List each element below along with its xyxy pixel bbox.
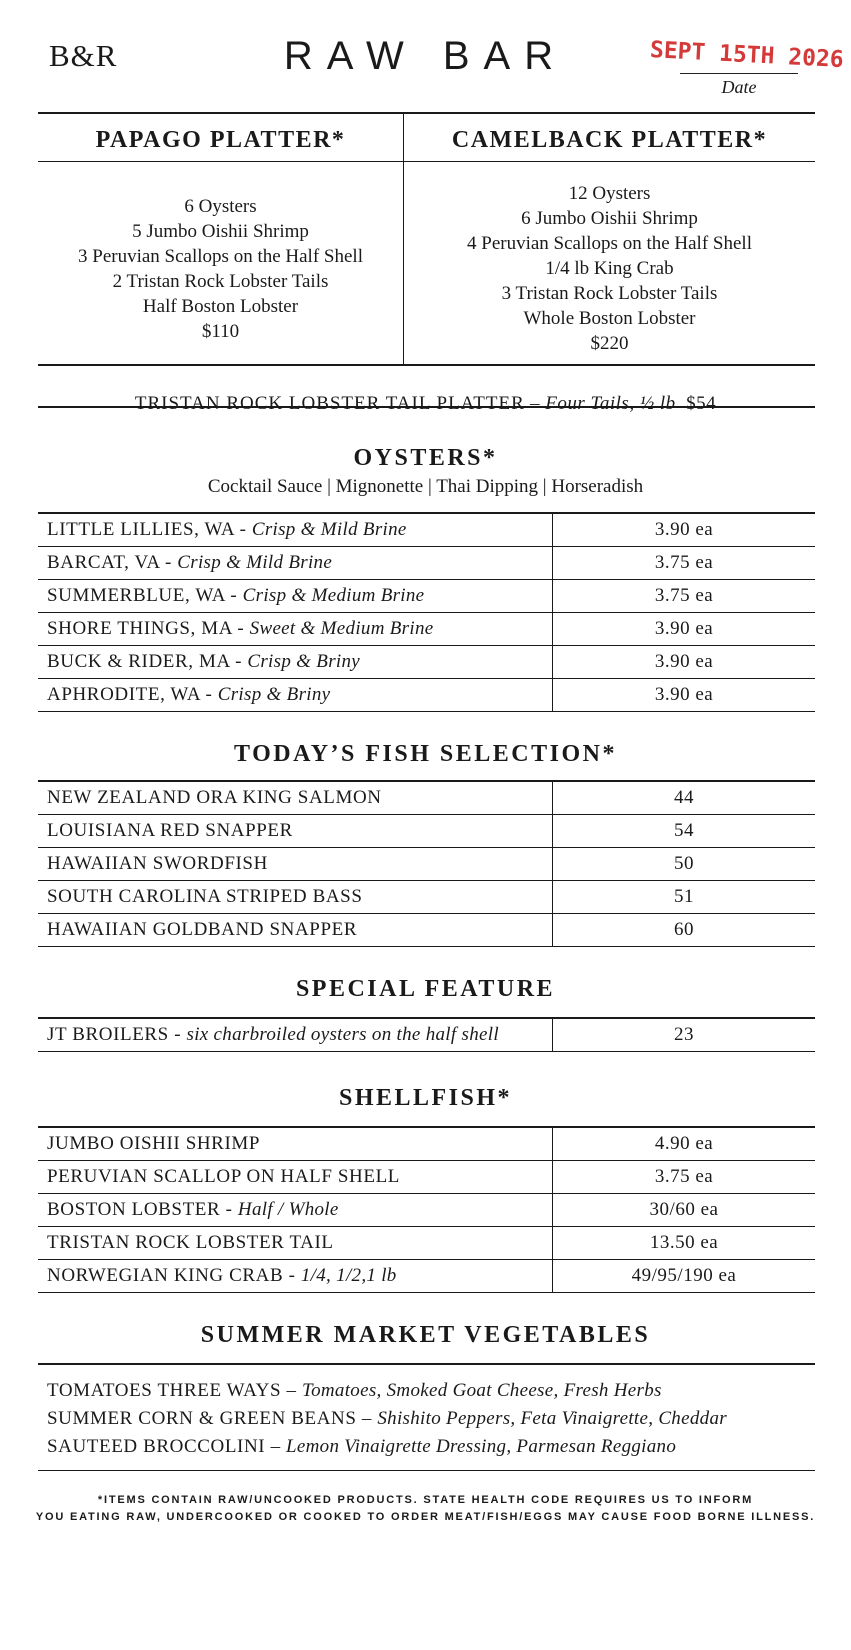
tristan-platter-desc: Four Tails, ½ lb	[545, 393, 676, 414]
fish-table	[38, 780, 815, 947]
date-underline	[680, 73, 798, 74]
date-stamp: SEPT 15TH 2026	[649, 37, 845, 74]
platter-item: Whole Boston Lobster	[523, 308, 696, 329]
item-desc: Tomatoes, Smoked Goat Cheese, Fresh Herbs	[301, 1380, 662, 1401]
platter-bottom-rule	[38, 364, 815, 366]
item-cell	[38, 646, 553, 679]
health-disclaimer	[0, 1492, 851, 1526]
vegetables-bottom-rule	[38, 1470, 815, 1471]
item-price: 3.90 ea	[553, 646, 816, 679]
item-price: 13.50 ea	[553, 1227, 816, 1260]
item-desc: Crisp & Mild Brine	[177, 552, 333, 573]
item-name: PERUVIAN SCALLOP ON HALF SHELL	[38, 1161, 553, 1194]
disclaimer-line-2: YOU EATING RAW, UNDERCOOKED OR COOKED TO ORDER MEAT/FISH/EGGS MAY CAUSE FOOD BORNE ILLNESS.	[35, 1511, 816, 1523]
item-cell	[38, 580, 553, 613]
item-desc: Crisp & Mild Brine	[251, 519, 407, 540]
item-sep: –	[265, 1436, 287, 1457]
item-desc: Crisp & Medium Brine	[242, 585, 425, 606]
restaurant-logo: B&R	[49, 38, 118, 73]
table-row	[38, 815, 815, 848]
table-row	[38, 1161, 815, 1194]
platter-item: 12 Oysters	[568, 183, 651, 204]
item-desc: Shishito Peppers, Feta Vinaigrette, Cheddar	[377, 1408, 727, 1429]
item-cell	[38, 513, 553, 547]
item-sep: -	[283, 1265, 301, 1286]
tristan-platter-separator: –	[530, 393, 541, 414]
table-row	[38, 914, 815, 947]
platter-top-rule	[38, 112, 815, 114]
item-price: 4.90 ea	[553, 1127, 816, 1161]
item-price: 3.75 ea	[553, 580, 816, 613]
table-row	[38, 881, 815, 914]
item-sep: –	[356, 1408, 378, 1429]
item-price: 23	[553, 1018, 816, 1052]
platter-price: $220	[590, 333, 629, 354]
item-desc: Half / Whole	[237, 1199, 339, 1220]
table-row	[38, 580, 815, 613]
item-price: 50	[553, 848, 816, 881]
item-desc: Crisp & Briny	[217, 684, 331, 705]
item-sep: -	[225, 585, 243, 606]
item-sep: -	[168, 1024, 187, 1045]
item-name: SOUTH CAROLINA STRIPED BASS	[38, 881, 553, 914]
table-row	[38, 1227, 815, 1260]
item-name: BOSTON LOBSTER	[47, 1199, 221, 1220]
item-price: 54	[553, 815, 816, 848]
item-cell	[38, 1194, 553, 1227]
tristan-platter-line	[0, 393, 851, 415]
item-name: LITTLE LILLIES, WA	[47, 519, 235, 540]
papago-platter-title: PAPAGO PLATTER*	[95, 127, 346, 153]
table-row	[38, 513, 815, 547]
platter-item: 6 Jumbo Oishii Shrimp	[521, 208, 698, 229]
vegetable-item	[47, 1408, 727, 1430]
item-cell	[38, 1260, 553, 1293]
date-label: Date	[721, 77, 757, 97]
papago-platter-contents	[38, 194, 403, 344]
item-sep: -	[220, 1199, 238, 1220]
item-name: SHORE THINGS, MA	[47, 618, 233, 639]
item-sep: -	[232, 618, 250, 639]
item-price: 60	[553, 914, 816, 947]
item-price: 44	[553, 781, 816, 815]
item-name: NEW ZEALAND ORA KING SALMON	[38, 781, 553, 815]
tristan-platter-name: TRISTAN ROCK LOBSTER TAIL PLATTER	[134, 393, 525, 414]
table-row	[38, 1260, 815, 1293]
item-sep: -	[200, 684, 218, 705]
table-row	[38, 848, 815, 881]
platter-header-rule	[38, 161, 815, 162]
fish-title: TODAY’S FISH SELECTION*	[234, 741, 617, 767]
table-row	[38, 613, 815, 646]
vegetables-title: SUMMER MARKET VEGETABLES	[200, 1322, 651, 1348]
item-price: 30/60 ea	[553, 1194, 816, 1227]
table-row	[38, 1018, 815, 1052]
item-price: 3.75 ea	[553, 1161, 816, 1194]
item-name: JUMBO OISHII SHRIMP	[38, 1127, 553, 1161]
platter-item: Half Boston Lobster	[142, 296, 299, 317]
item-sep: -	[229, 651, 248, 672]
platter-item: 2 Tristan Rock Lobster Tails	[112, 271, 329, 292]
disclaimer-line-1: *ITEMS CONTAIN RAW/UNCOOKED PRODUCTS. STATE HEALTH CODE REQUIRES US TO INFORM	[97, 1494, 754, 1506]
vegetable-item	[47, 1380, 662, 1402]
item-price: 3.90 ea	[553, 613, 816, 646]
item-sep: -	[159, 552, 178, 573]
item-sep: –	[281, 1380, 302, 1401]
table-row	[38, 547, 815, 580]
item-name: SAUTEED BROCCOLINI	[47, 1436, 266, 1457]
item-name: SUMMERBLUE, WA	[47, 585, 226, 606]
special-title: SPECIAL FEATURE	[295, 976, 556, 1002]
oysters-title: OYSTERS*	[353, 445, 498, 471]
platter-item: 3 Peruvian Scallops on the Half Shell	[78, 246, 363, 267]
tristan-platter-price: $54	[686, 393, 717, 414]
oysters-sauces: Cocktail Sauce | Mignonette | Thai Dipping | Horseradish	[207, 476, 644, 497]
vegetable-item	[47, 1436, 676, 1458]
item-price: 49/95/190 ea	[553, 1260, 816, 1293]
item-price: 3.90 ea	[553, 679, 816, 712]
item-desc: 1/4, 1/2,1 lb	[300, 1265, 397, 1286]
item-name: LOUISIANA RED SNAPPER	[38, 815, 553, 848]
platter-item: 5 Jumbo Oishii Shrimp	[132, 221, 309, 242]
item-desc: Crisp & Briny	[247, 651, 361, 672]
item-name: TOMATOES THREE WAYS	[47, 1380, 282, 1401]
platter-item: 3 Tristan Rock Lobster Tails	[501, 283, 718, 304]
item-desc: six charbroiled oysters on the half shell	[186, 1024, 499, 1045]
table-row	[38, 1194, 815, 1227]
platter-price: $110	[201, 321, 240, 342]
special-table	[38, 1017, 815, 1052]
vegetables-top-rule	[38, 1363, 815, 1365]
item-name: BARCAT, VA	[47, 552, 160, 573]
item-cell	[38, 613, 553, 646]
item-price: 3.75 ea	[553, 547, 816, 580]
oysters-table	[38, 512, 815, 712]
table-row	[38, 646, 815, 679]
item-cell	[38, 679, 553, 712]
item-desc: Lemon Vinaigrette Dressing, Parmesan Reggiano	[286, 1436, 677, 1457]
item-desc: Sweet & Medium Brine	[249, 618, 434, 639]
item-name: HAWAIIAN SWORDFISH	[38, 848, 553, 881]
item-name: HAWAIIAN GOLDBAND SNAPPER	[38, 914, 553, 947]
platter-item: 6 Oysters	[184, 196, 257, 217]
table-row	[38, 679, 815, 712]
item-name: JT BROILERS	[47, 1024, 169, 1045]
platter-item: 4 Peruvian Scallops on the Half Shell	[467, 233, 752, 254]
platter-item: 1/4 lb King Crab	[545, 258, 674, 279]
item-sep: -	[234, 519, 252, 540]
camelback-platter-contents	[404, 181, 815, 356]
camelback-platter-title: CAMELBACK PLATTER*	[451, 127, 768, 153]
item-name: SUMMER CORN & GREEN BEANS	[47, 1408, 357, 1429]
item-price: 3.90 ea	[553, 513, 816, 547]
item-cell	[38, 1018, 553, 1052]
item-name: APHRODITE, WA	[47, 684, 201, 705]
item-price: 51	[553, 881, 816, 914]
shellfish-table	[38, 1126, 815, 1293]
item-cell	[38, 547, 553, 580]
item-name: BUCK & RIDER, MA	[47, 651, 230, 672]
shellfish-title: SHELLFISH*	[338, 1085, 513, 1111]
table-row	[38, 781, 815, 815]
table-row	[38, 1127, 815, 1161]
item-name: TRISTAN ROCK LOBSTER TAIL	[38, 1227, 553, 1260]
item-name: NORWEGIAN KING CRAB	[47, 1265, 284, 1286]
page-title: RAW BAR	[283, 34, 568, 78]
